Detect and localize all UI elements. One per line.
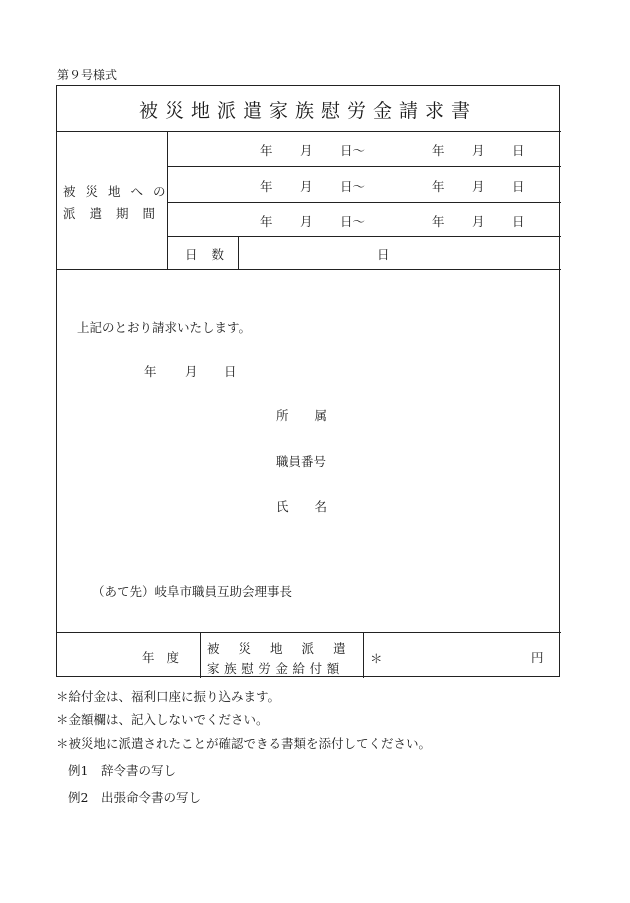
days-unit[interactable]: 日 xyxy=(377,247,390,262)
divider xyxy=(57,632,561,633)
divider xyxy=(167,236,561,237)
example-item: 例2 出張命令書の写し xyxy=(68,790,201,805)
divider xyxy=(57,131,561,132)
month-from: 月 xyxy=(300,179,313,194)
payment-label-line2: 家族慰労金給付額 xyxy=(207,661,344,676)
month-from: 月 xyxy=(300,143,313,158)
divider xyxy=(167,202,561,203)
form-title: 被災地派遣家族慰労金請求書 xyxy=(138,100,477,122)
payment-label-line1: 被災地派遣 xyxy=(207,641,365,656)
divider xyxy=(238,236,239,269)
month-to: 月 xyxy=(472,179,485,194)
period-label-line1: 被災地への xyxy=(63,184,176,199)
divider xyxy=(200,632,201,678)
year-to: 年 xyxy=(432,143,445,158)
year-from: 年 xyxy=(260,214,273,229)
asterisk-mark: ＊ xyxy=(370,651,383,666)
date-month[interactable]: 月 xyxy=(185,364,198,379)
day-from: 日～ xyxy=(340,143,366,158)
day-to: 日 xyxy=(512,179,525,194)
divider xyxy=(167,166,561,167)
note-item: ＊金額欄は、記入しないでください。 xyxy=(56,712,269,727)
year-from: 年 xyxy=(260,179,273,194)
period-label-line2: 派遣期間 xyxy=(63,206,170,221)
note-item: ＊被災地に派遣されたことが確認できる書類を添付してください。 xyxy=(56,736,432,751)
date-day[interactable]: 日 xyxy=(224,364,237,379)
date-year[interactable]: 年 xyxy=(144,364,157,379)
yen-unit[interactable]: 円 xyxy=(531,650,544,665)
staff-number-field[interactable]: 職員番号 xyxy=(276,454,327,469)
day-from: 日～ xyxy=(340,214,366,229)
example-item: 例1 辞令書の写し xyxy=(68,763,176,778)
name-field[interactable]: 氏名 xyxy=(276,499,354,514)
affiliation-field[interactable]: 所属 xyxy=(276,408,354,423)
day-to: 日 xyxy=(512,214,525,229)
day-from: 日～ xyxy=(340,179,366,194)
month-to: 月 xyxy=(472,214,485,229)
claim-form xyxy=(56,85,560,677)
claim-statement: 上記のとおり請求いたします。 xyxy=(77,320,252,335)
month-from: 月 xyxy=(300,214,313,229)
day-to: 日 xyxy=(512,143,525,158)
divider xyxy=(167,131,168,269)
days-label: 日数 xyxy=(185,247,239,262)
year-to: 年 xyxy=(432,214,445,229)
form-number: 第９号様式 xyxy=(57,68,118,82)
year-to: 年 xyxy=(432,179,445,194)
fiscal-year-field[interactable]: 年度 xyxy=(142,650,192,665)
addressee: （あて先）岐阜市職員互助会理事長 xyxy=(92,584,293,599)
year-from: 年 xyxy=(260,143,273,158)
note-item: ＊給付金は、福利口座に振り込みます。 xyxy=(56,689,281,704)
divider xyxy=(57,269,561,270)
month-to: 月 xyxy=(472,143,485,158)
